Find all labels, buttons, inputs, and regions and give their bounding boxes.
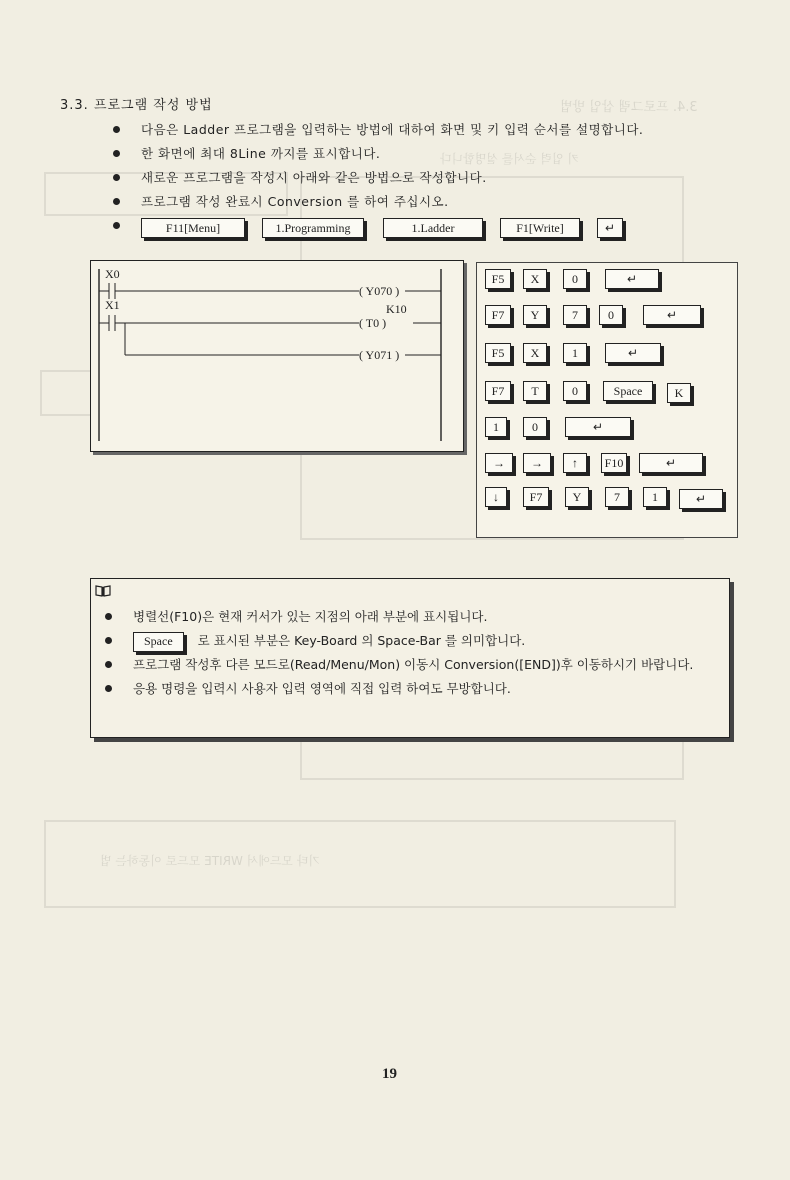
bullet-icon bbox=[113, 198, 120, 205]
list-item bbox=[113, 144, 643, 168]
book-icon bbox=[95, 585, 111, 597]
list-item bbox=[113, 120, 643, 144]
keypad-sequence-panel bbox=[476, 262, 738, 538]
bullet-icon bbox=[105, 613, 112, 620]
bleed-through-text: 키 입력 순서를 설명합니다 bbox=[440, 152, 579, 166]
key-ladder: 1.Ladder bbox=[383, 218, 483, 238]
bullet-icon bbox=[105, 661, 112, 668]
key-x: X bbox=[523, 269, 547, 289]
key-0: 0 bbox=[523, 417, 547, 437]
note-list bbox=[105, 607, 693, 703]
key-f7: F7 bbox=[485, 305, 511, 325]
page-number: 19 bbox=[382, 1066, 397, 1082]
key-x: X bbox=[523, 343, 547, 363]
note-text: 응용 명령을 입력시 사용자 입력 영역에 직접 입력 하여도 무방합니다. bbox=[133, 681, 511, 696]
bullet-text: 프로그램 작성 완료시 Conversion 를 하여 주십시오. bbox=[141, 194, 449, 209]
key-enter: ↵ bbox=[605, 269, 659, 289]
key-f7: F7 bbox=[523, 487, 549, 507]
key-arrow-right: → bbox=[523, 453, 551, 473]
key-y: Y bbox=[523, 305, 547, 325]
contact-label-x0: X0 bbox=[105, 267, 120, 281]
key-7: 7 bbox=[605, 487, 629, 507]
coil-y070: ( Y070 ) bbox=[359, 284, 400, 298]
bullet-text: 다음은 Ladder 프로그램을 입력하는 방법에 대하여 화면 및 키 입력 순서를 설명합니다. bbox=[141, 122, 644, 137]
key-enter: ↵ bbox=[643, 305, 701, 325]
key-enter: ↵ bbox=[679, 489, 723, 509]
contact-x0-symbol bbox=[99, 283, 359, 299]
bullet-icon bbox=[113, 174, 120, 181]
bullet-icon bbox=[105, 637, 112, 644]
key-1: 1 bbox=[643, 487, 667, 507]
list-item bbox=[105, 607, 693, 631]
key-space: Space bbox=[603, 381, 653, 401]
section-title: 3.3. 프로그램 작성 방법 bbox=[60, 98, 213, 113]
key-programming: 1.Programming bbox=[262, 218, 364, 238]
key-enter: ↵ bbox=[565, 417, 631, 437]
space-key-label: Space bbox=[133, 632, 184, 652]
contact-x1-symbol bbox=[99, 315, 359, 355]
key-t: T bbox=[523, 381, 547, 401]
list-item bbox=[113, 192, 643, 216]
bullet-icon bbox=[113, 126, 120, 133]
key-enter: ↵ bbox=[605, 343, 661, 363]
bleed-through-text: 기타 모드에서 WRITE 모드로 이동하는 법 bbox=[100, 854, 321, 868]
bullet-icon bbox=[105, 685, 112, 692]
note-box bbox=[90, 578, 730, 738]
key-f5: F5 bbox=[485, 269, 511, 289]
coil-t0: ( T0 ) bbox=[359, 316, 387, 330]
key-enter: ↵ bbox=[597, 218, 623, 238]
contact-label-x1: X1 bbox=[105, 298, 120, 312]
key-0: 0 bbox=[563, 381, 587, 401]
bullet-icon bbox=[113, 222, 120, 229]
note-text: 프로그램 작성후 다른 모드로(Read/Menu/Mon) 이동시 Conversion([END])후 이동하시기 바랍니다. bbox=[133, 657, 694, 672]
key-f5: F5 bbox=[485, 343, 511, 363]
key-7: 7 bbox=[563, 305, 587, 325]
key-k: K bbox=[667, 383, 691, 403]
key-f1-write: F1[Write] bbox=[500, 218, 580, 238]
key-arrow-up: ↑ bbox=[563, 453, 587, 473]
key-enter: ↵ bbox=[639, 453, 703, 473]
key-f7: F7 bbox=[485, 381, 511, 401]
list-item bbox=[113, 168, 643, 192]
note-text: 로 표시된 부분은 Key-Board 의 Space-Bar 를 의미합니다. bbox=[197, 633, 526, 648]
list-item bbox=[105, 655, 693, 679]
note-text: 병렬선(F10)은 현재 커서가 있는 지점의 아래 부분에 표시됩니다. bbox=[133, 609, 488, 624]
ladder-diagram bbox=[90, 260, 464, 452]
key-y: Y bbox=[565, 487, 589, 507]
coil-y071: ( Y071 ) bbox=[359, 348, 400, 362]
key-f11-menu: F11[Menu] bbox=[141, 218, 245, 238]
key-1: 1 bbox=[485, 417, 507, 437]
timer-constant: K10 bbox=[386, 302, 407, 316]
ladder-graphic bbox=[91, 261, 463, 451]
key-1: 1 bbox=[563, 343, 587, 363]
list-item bbox=[105, 679, 693, 703]
key-0: 0 bbox=[563, 269, 587, 289]
key-arrow-right: → bbox=[485, 453, 513, 473]
bleed-through-text: 3.4. 프로그램 삽입 방법 bbox=[560, 100, 698, 115]
key-0: 0 bbox=[599, 305, 623, 325]
list-item bbox=[105, 631, 693, 655]
key-f10: F10 bbox=[601, 453, 627, 473]
bullet-text: 새로운 프로그램을 작성시 아래와 같은 방법으로 작성합니다. bbox=[141, 170, 487, 185]
bullet-icon bbox=[113, 150, 120, 157]
key-arrow-down: ↓ bbox=[485, 487, 507, 507]
bullet-text: 한 화면에 최대 8Line 까지를 표시합니다. bbox=[141, 146, 381, 161]
